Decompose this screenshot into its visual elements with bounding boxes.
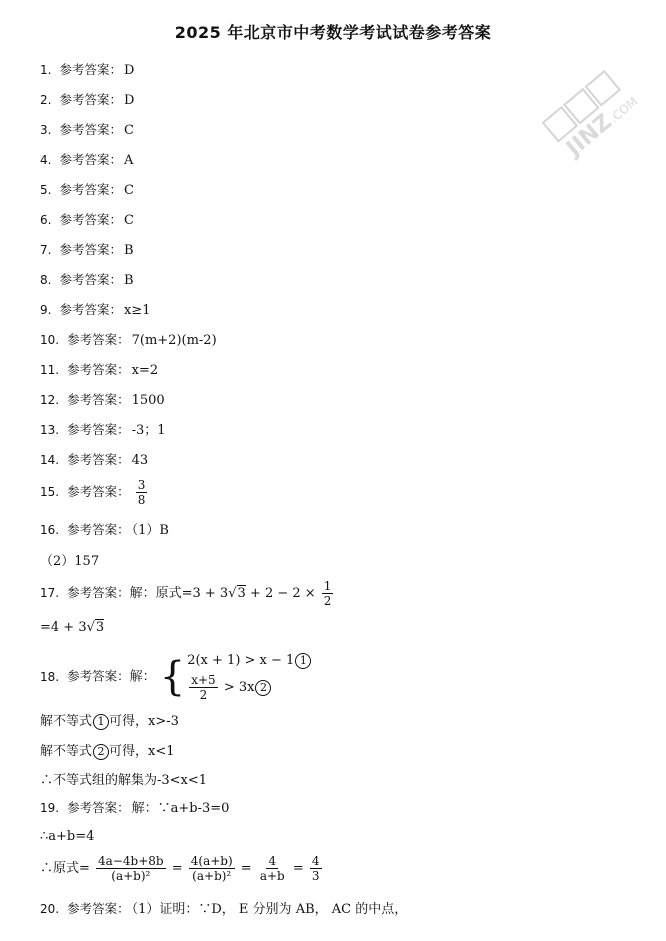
answer-row-20: 20. 参考答案： （1）证明：∵D， E 分别为 AB， AC 的中点， — [40, 901, 408, 917]
answer-17-result: =4 + 3√3 — [40, 620, 105, 635]
fraction: $\frac{3}{8}$ — [137, 478, 146, 507]
answer-row: 7. 参考答案： B — [40, 242, 134, 258]
answer-row: 8. 参考答案： B — [40, 272, 134, 288]
answer-row: 10. 参考答案： 7(m+2)(m-2) — [40, 332, 217, 348]
answer-row: 12. 参考答案： 1500 — [40, 392, 165, 408]
answer-row: 6. 参考答案： C — [40, 212, 134, 228]
inequality-system: { 2(x + 1) > x − 1 1 $\frac{x+5}{2}$ > 3x 2 — [160, 652, 312, 702]
answer-row-16: 16. 参考答案： （1）B — [40, 522, 169, 538]
answer-18-line3: ∴不等式组的解集为-3<x<1 — [40, 773, 208, 788]
answer-row: 1. 参考答案： D — [40, 62, 135, 78]
svg-text:JINZ: JINZ — [561, 109, 617, 162]
answer-row: 9. 参考答案： x≥1 — [40, 302, 151, 318]
answer-row-15: 15. 参考答案： $\frac{3}{8}$ — [40, 478, 146, 507]
answer-row: 4. 参考答案： A — [40, 152, 134, 168]
answer-row: 11. 参考答案： x=2 — [40, 362, 159, 378]
answer-row-19: 19. 参考答案： 解：∵a+b-3=0 — [40, 800, 230, 816]
answer-row: 3. 参考答案： C — [40, 122, 134, 138]
answer-19-line3: ∴原式= $\frac{4a-4b+8b}{\text{(a+b)²}}$ = $\frac{4(a+b)}{\text{(a+b)²}}$ = $\frac{4}{a+b}$ = $\frac{4}{3}$ — [40, 854, 320, 883]
answer-row: 13. 参考答案： -3；1 — [40, 422, 166, 438]
page-title: 2025 年北京市中考数学考试试卷参考答案 — [174, 23, 492, 42]
answer-row: 2. 参考答案： D — [40, 92, 135, 108]
answer-row: 5. 参考答案： C — [40, 182, 134, 198]
answer-18-line2: 解不等式 2 可得，x<1 — [40, 744, 175, 759]
watermark-logo — [522, 42, 642, 172]
answer-16-part2: （2）157 — [40, 554, 100, 569]
answer-18-line1: 解不等式 1 可得，x>-3 — [40, 714, 179, 729]
answer-row: 14. 参考答案： 43 — [40, 452, 149, 468]
svg-text:.COM: .COM — [606, 94, 641, 126]
answer-row-18: 18. 参考答案：解： { 2(x + 1) > x − 1 1 $\frac{x+5}{2}$ > 3x 2 — [40, 652, 311, 702]
answer-row-17: 17. 参考答案：解：原式=3 + 3√3 + 2 − 2 × $\frac{1}{2}$ — [40, 579, 332, 608]
fraction: $\frac{1}{2}$ — [323, 579, 332, 608]
answer-19-line2: ∴a+b=4 — [40, 829, 95, 844]
